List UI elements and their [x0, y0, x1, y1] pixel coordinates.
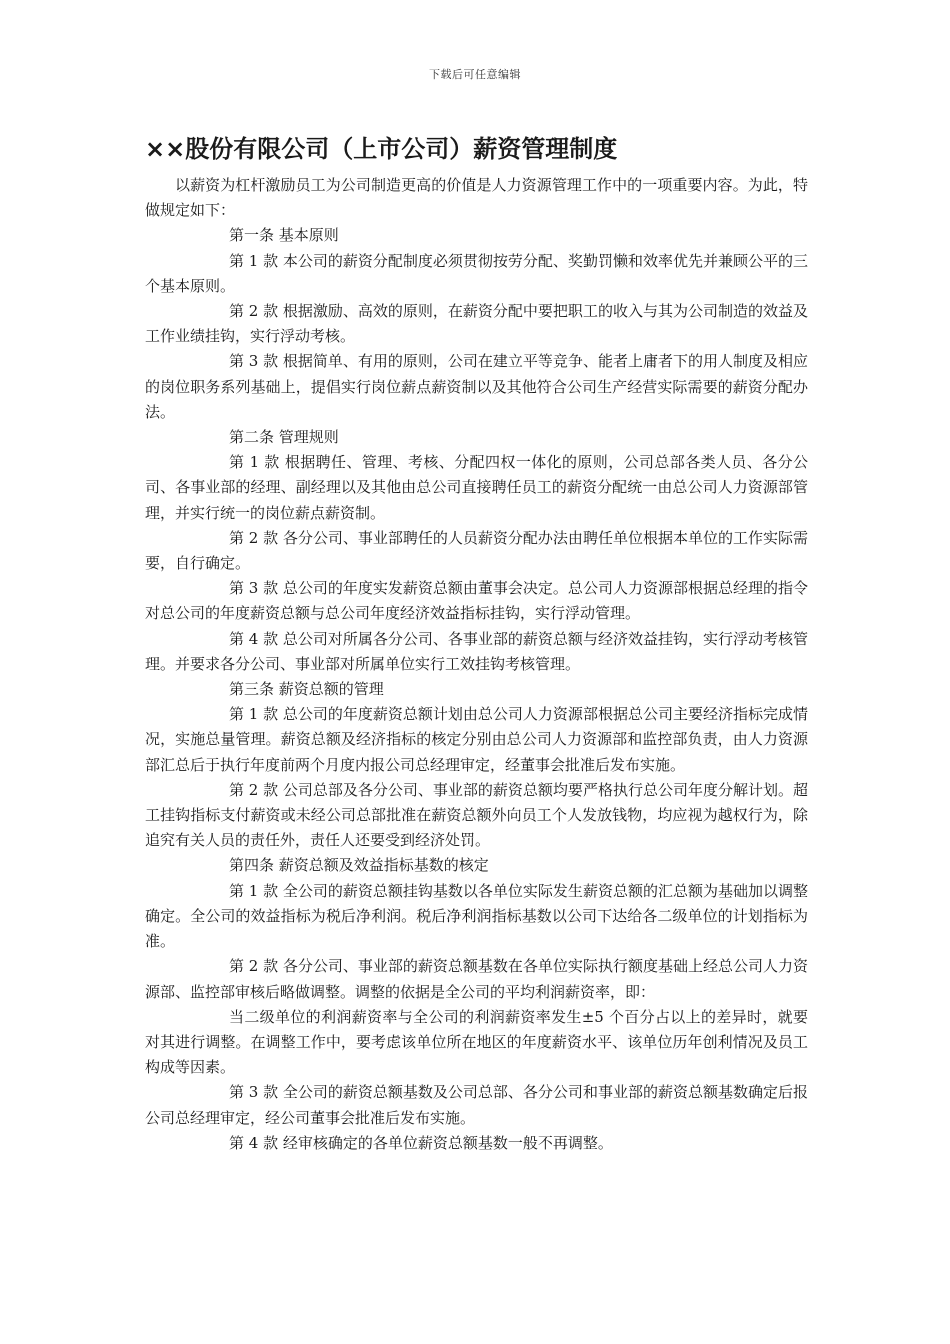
intro-paragraph: 以薪资为杠杆激励员工为公司制造更高的价值是人力资源管理工作中的一项重要内容。为此，特做规定如下： — [145, 176, 808, 220]
clause-paragraph: 第 3 款 全公司的薪资总额基数及公司总部、各分公司和事业部的薪资总额基数确定后报公司总经理审定，经公司董事会批准后发布实施。 — [145, 1083, 808, 1127]
clause-paragraph: 当二级单位的利润薪资率与全公司的利润薪资率发生±5 个百分占以上的差异时，就要对其进行调整。在调整工作中，要考虑该单位所在地区的年度薪资水平、该单位历年创利情况及员工构成等因素。 — [145, 1007, 808, 1077]
clause-paragraph: 第 2 款 各分公司、事业部的薪资总额基数在各单位实际执行额度基础上经总公司人力资源部、监控部审核后略做调整。调整的依据是全公司的平均利润薪资率，即： — [145, 957, 808, 1001]
clause-paragraph: 第 2 款 公司总部及各分公司、事业部的薪资总额均要严格执行总公司年度分解计划。超工挂钩指标支付薪资或未经公司总部批准在薪资总额外向员工个人发放钱物，均应视为越权行为，除追究有关人员的责任外，责任人还要受到经济处罚。 — [145, 780, 808, 850]
clause-paragraph: 第 4 款 总公司对所属各分公司、各事业部的薪资总额与经济效益挂钩，实行浮动考核管理。并要求各分公司、事业部对所属单位实行工效挂钩考核管理。 — [145, 629, 808, 673]
clause-paragraph: 第 4 款 经审核确定的各单位薪资总额基数一般不再调整。 — [229, 1133, 613, 1152]
clause-paragraph: 第 1 款 总公司的年度薪资总额计划由总公司人力资源部根据总公司主要经济指标完成情况，实施总量管理。薪资总额及经济指标的核定分别由总公司人力资源部和监控部负责，由人力资源部汇总后于执行年度前两个月度内报公司总经理审定，经董事会批准后发布实施。 — [145, 705, 808, 774]
clause-paragraph: 第 1 款 根据聘任、管理、考核、分配四权一体化的原则，公司总部各类人员、各分公司、各事业部的经理、副经理以及其他由总公司直接聘任员工的薪资分配统一由总公司人力资源部管理，并实行统一的岗位薪点薪资制。 — [145, 453, 808, 522]
clause-paragraph: 第 2 款 根据激励、高效的原则，在薪资分配中要把职工的收入与其为公司制造的效益及工作业绩挂钩，实行浮动考核。 — [145, 302, 808, 346]
document-body — [145, 173, 808, 1156]
clause-paragraph: 第 1 款 本公司的薪资分配制度必须贯彻按劳分配、奖勤罚懒和效率优先并兼顾公平的三个基本原则。 — [145, 251, 808, 295]
clause-paragraph: 第四条 薪资总额及效益指标基数的核定 — [229, 856, 489, 875]
clause-paragraph: 第 3 款 根据简单、有用的原则，公司在建立平等竞争、能者上庸者下的用人制度及相应的岗位职务系列基础上，提倡实行岗位薪点薪资制以及其他符合公司生产经营实际需要的薪资分配办法。 — [145, 352, 808, 421]
clause-paragraph: 第一条 基本原则 — [229, 226, 339, 245]
page-header-note: 下载后可任意编辑 — [429, 68, 521, 81]
clause-paragraph: 第 3 款 总公司的年度实发薪资总额由董事会决定。总公司人力资源部根据总经理的指令对总公司的年度薪资总额与总公司年度经济效益指标挂钩，实行浮动管理。 — [145, 579, 808, 623]
clause-paragraph: 第 1 款 全公司的薪资总额挂钩基数以各单位实际发生薪资总额的汇总额为基础加以调整确定。全公司的效益指标为税后净利润。税后净利润指标基数以公司下达给各二级单位的计划指标为准。 — [145, 881, 808, 951]
clause-paragraph: 第三条 薪资总额的管理 — [229, 680, 384, 699]
document-title: ××股份有限公司（上市公司）薪资管理制度 — [145, 135, 618, 163]
clause-paragraph: 第二条 管理规则 — [229, 428, 339, 447]
clause-paragraph: 第 2 款 各分公司、事业部聘任的人员薪资分配办法由聘任单位根据本单位的工作实际需要，自行确定。 — [145, 528, 808, 573]
